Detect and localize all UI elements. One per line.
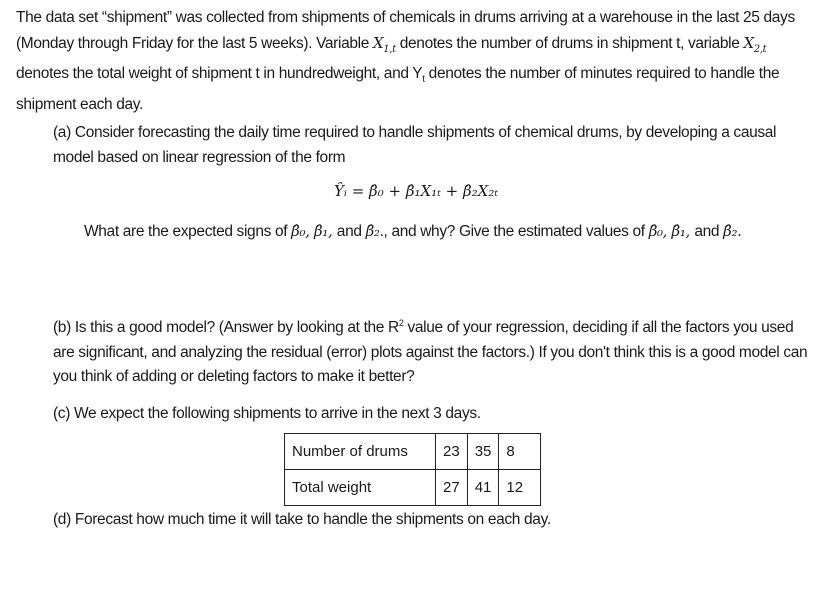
x2-subscript: 2,t xyxy=(753,43,767,55)
part-b-text-2: value of your regression, deciding if all the factors you used are significant, and analyzing the residual (error) plots against the factors.) If you don't think this is a good model can you think of adding or deleting factors to make it better? xyxy=(53,319,808,386)
intro-text-4: denotes the number of minutes required to handle the shipment each day. xyxy=(16,65,780,113)
table-cell: 12 xyxy=(499,470,541,506)
part-b-text-1: (b) Is this a good model? (Answer by looking at the R xyxy=(53,319,399,337)
and-text-2: and xyxy=(694,223,724,240)
intro-text-2: denotes the number of drums in shipment t, variable xyxy=(395,34,744,52)
shipments-table xyxy=(284,433,541,506)
intro-text-1: The data set “shipment” was collected from shipments of chemicals in drums arriving at a warehouse in the last 25 days (Monday through Friday for the last 5 weeks). Variable xyxy=(16,9,795,52)
question-text-2: ., and why? Give the estimated values of xyxy=(379,223,649,240)
table-cell: 35 xyxy=(467,434,499,470)
and-text: and xyxy=(336,223,366,240)
part-d-paragraph: (d) Forecast how much time it will take to handle the shipments on each day. xyxy=(53,511,551,528)
beta2-symbol-2: β̂₂. xyxy=(723,222,742,240)
intro-paragraph xyxy=(16,6,816,117)
part-b-paragraph xyxy=(53,311,818,390)
x1-subscript: 1,t xyxy=(383,43,396,55)
table-row-drums xyxy=(285,434,541,470)
part-a-question xyxy=(84,219,814,245)
beta1-symbol-2: β̂₁, xyxy=(671,222,695,240)
beta2-symbol: β̂₂ xyxy=(365,222,380,240)
table-row-weight xyxy=(285,470,541,506)
x2-symbol: X xyxy=(743,33,754,52)
x1-symbol: X xyxy=(372,33,384,52)
row-label: Number of drums xyxy=(285,434,436,470)
variable-x1 xyxy=(372,33,396,55)
part-a-paragraph: (a) Consider forecasting the daily time required to handle shipments of chemical drums, by developing a causal model based on linear regression of the form xyxy=(53,124,777,166)
beta0-symbol-2: β̂₀, xyxy=(648,222,672,240)
r-squared-superscript: 2 xyxy=(398,318,404,328)
question-text-1: What are the expected signs of xyxy=(84,223,292,240)
beta0-symbol: β̂₀, xyxy=(291,222,314,240)
table-cell: 8 xyxy=(499,434,541,470)
part-c-paragraph: (c) We expect the following shipments to arrive in the next 3 days. xyxy=(53,405,481,422)
variable-x2 xyxy=(743,33,767,55)
row-label: Total weight xyxy=(285,470,436,506)
intro-text-3: denotes the total weight of shipment t in hundredweight, and Y xyxy=(16,65,423,82)
regression-equation: Ŷᵢ = β̂₀ + β̂₁X₁ₜ + β̂₂X₂ₜ xyxy=(334,182,499,200)
table-cell: 27 xyxy=(436,470,468,506)
beta1-symbol: β̂₁, xyxy=(313,222,337,240)
table-cell: 41 xyxy=(467,470,499,506)
table-cell: 23 xyxy=(436,434,468,470)
y-subscript: t xyxy=(422,74,425,86)
